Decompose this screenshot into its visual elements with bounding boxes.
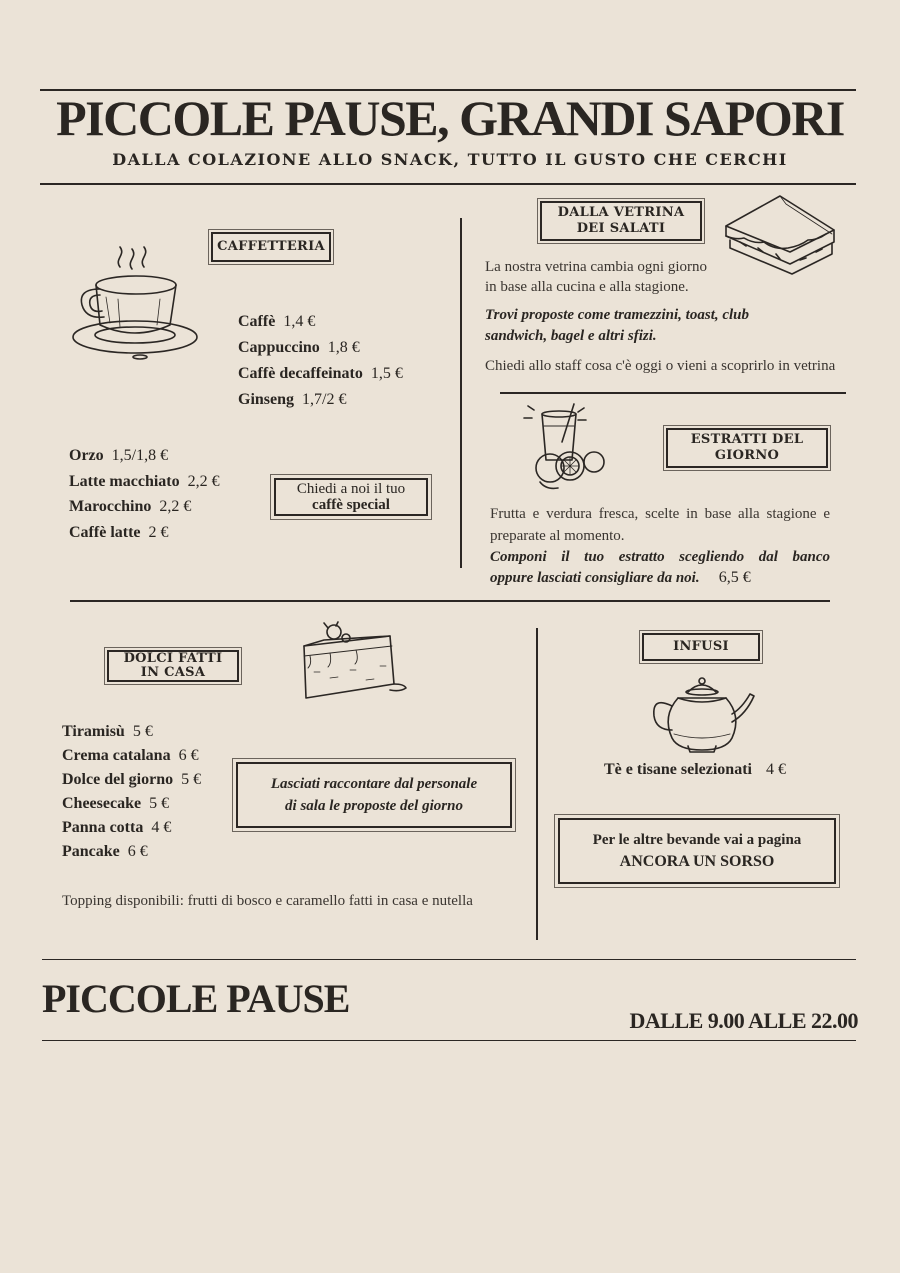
menu-item: Tè e tisane selezionati 4 € — [604, 761, 786, 778]
estratti-label: ESTRATTI DEL GIORNO — [666, 428, 828, 468]
menu-item: Panna cotta 4 € — [62, 819, 172, 836]
menu-item: Pancake 6 € — [62, 843, 148, 860]
menu-item: Tiramisù 5 € — [62, 723, 153, 740]
estratti-text-line: Frutta e verdura fresca, scelte in base alla stagione e — [490, 506, 830, 522]
salati-estratti-divider — [500, 392, 846, 394]
salati-text-line: sandwich, bagel e altri sfizi. — [485, 328, 657, 344]
teapot-icon — [648, 676, 758, 756]
dolci-topping-text: Topping disponibili: frutti di bosco e caramello fatti in casa e nutella — [62, 893, 473, 909]
page-title: PICCOLE PAUSE, GRANDI SAPORI — [56, 90, 844, 146]
sandwich-icon — [720, 190, 840, 275]
header-bottom-rule — [40, 183, 856, 185]
menu-item: Dolce del giorno 5 € — [62, 771, 202, 788]
menu-item: Caffè decaffeinato 1,5 € — [238, 365, 403, 382]
salati-text-line: in base alla cucina e alla stagione. — [485, 279, 689, 295]
menu-item: Caffè 1,4 € — [238, 313, 316, 330]
page-subtitle: DALLA COLAZIONE ALLO SNACK, TUTTO IL GUSTO CHE CERCHI — [112, 150, 788, 169]
menu-item: Cappuccino 1,8 € — [238, 339, 360, 356]
infusi-label: INFUSI — [642, 633, 760, 661]
salati-text-line: Trovi proposte come tramezzini, toast, club — [485, 307, 750, 323]
estratti-text-line: preparate al momento. — [490, 528, 625, 544]
footer-hours: DALLE 9.00 ALLE 22.00 — [629, 1008, 858, 1033]
footer-top-rule — [42, 959, 856, 960]
estratti-text-line: Componi il tuo estratto scegliendo dal banco — [490, 549, 830, 565]
menu-item: Crema catalana 6 € — [62, 747, 199, 764]
caffetteria-label: CAFFETTERIA — [211, 232, 331, 262]
caffetteria-special-note: Chiedi a noi il tuo caffè special — [274, 478, 428, 516]
juice-fruit-icon — [522, 402, 612, 492]
menu-item: Cheesecake 5 € — [62, 795, 170, 812]
estratti-price: 6,5 € — [718, 569, 751, 586]
dolci-label: DOLCI FATTI IN CASA — [107, 650, 239, 682]
dolci-note: Lasciati raccontare dal personale di sala le proposte del giorno — [236, 762, 512, 828]
footer-title: PICCOLE PAUSE — [42, 976, 350, 1021]
salati-text-line: La nostra vetrina cambia ogni giorno — [485, 259, 708, 275]
salati-text-line: Chiedi allo staff cosa c'è oggi o vieni a scoprirlo in vetrina — [485, 358, 836, 374]
column-divider — [460, 218, 462, 568]
menu-item: Orzo 1,5/1,8 € — [69, 447, 169, 464]
estratti-last-line: oppure lasciati consigliare da noi. 6,5 € — [490, 569, 751, 586]
infusi-other-drinks-note: Per le altre bevande vai a pagina ANCORA UN SORSO — [558, 818, 836, 884]
column-divider — [536, 628, 538, 940]
middle-divider — [70, 600, 830, 602]
footer-bottom-rule — [42, 1040, 856, 1041]
menu-item: Ginseng 1,7/2 € — [238, 391, 347, 408]
menu-item: Marocchino 2,2 € — [69, 498, 192, 515]
coffee-cup-icon — [70, 245, 210, 365]
menu-item: Latte macchiato 2,2 € — [69, 473, 220, 490]
cake-slice-icon — [300, 622, 410, 702]
menu-item: Caffè latte 2 € — [69, 524, 169, 541]
salati-label: DALLA VETRINA DEI SALATI — [540, 201, 702, 241]
